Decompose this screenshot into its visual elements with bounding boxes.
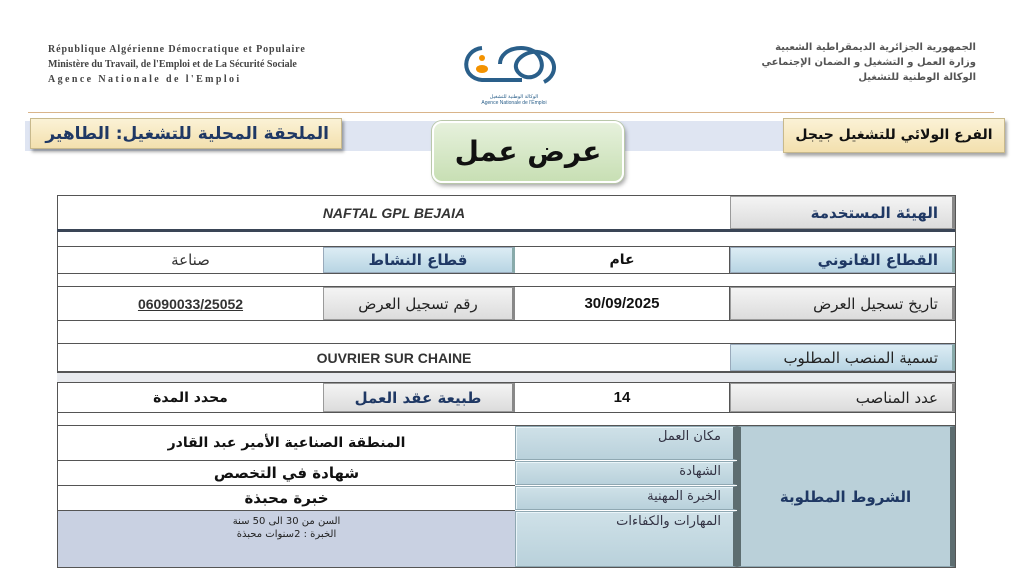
row-divider xyxy=(57,229,955,232)
header-ar-line-3: الوكالة الوطنية للتشغيل xyxy=(858,72,976,83)
header-fr-line-3: Agence Nationale de l'Emploi xyxy=(48,74,242,85)
header-ar-line-2: وزارة العمل و التشغيل و الضمان الإجتماعي xyxy=(761,57,976,68)
experience-value: خبرة محبذة xyxy=(244,489,329,507)
activity-sector-label: قطاع النشاط xyxy=(323,247,515,273)
row-divider xyxy=(57,320,955,321)
logo-caption-fr: Agence Nationale de l'Emploi xyxy=(481,100,547,106)
row-divider xyxy=(57,412,955,413)
skills-line-2: الخبرة : 2سنوات محبذة xyxy=(236,529,337,540)
positions-label: عدد المناصب xyxy=(730,383,955,412)
anem-logo xyxy=(452,38,576,108)
header-french xyxy=(48,42,306,87)
workplace-label: مكان العمل xyxy=(515,426,737,460)
header-fr-line-1: République Algérienne Démocratique et Populaire xyxy=(48,44,306,55)
legal-sector-label: القطاع القانوني xyxy=(730,247,955,273)
table-right-border xyxy=(955,195,956,568)
employer-value: NAFTAL GPL BEJAIA xyxy=(322,204,466,221)
table-bottom-border xyxy=(57,567,956,568)
legal-sector-value: عام xyxy=(515,247,730,273)
logo-caption-ar: الوكالة الوطنية للتشغيل xyxy=(489,94,539,100)
header-arabic xyxy=(596,40,976,85)
local-agency-box: الملحقة المحلية للتشغيل: الطاهير xyxy=(30,118,342,149)
reg-number-label: رقم تسجيل العرض xyxy=(323,287,515,320)
skills-value xyxy=(58,511,515,567)
header-fr-line-2: Ministère du Travail, de l'Emploi et de La Sécurité Sociale xyxy=(48,59,297,70)
contract-value: محدد المدة xyxy=(153,389,228,406)
page-title: عرض عمل xyxy=(432,121,624,183)
reg-number-value: 06090033/25052 xyxy=(137,295,244,312)
row-spacer xyxy=(57,373,955,382)
reg-date-label: تاريخ تسجيل العرض xyxy=(730,287,955,320)
activity-sector-value: صناعة xyxy=(171,251,210,269)
branch-box: الفرع الولائي للتشغيل جيجل xyxy=(783,118,1005,153)
skills-line-1: السن من 30 الى 50 سنة xyxy=(232,516,341,527)
header-ar-line-1: الجمهورية الجزائرية الديمقراطية الشعبية xyxy=(775,42,976,53)
workplace-value: المنطقة الصناعية الأمير عبد القادر xyxy=(167,435,406,451)
post-title-value: OUVRIER SUR CHAINE xyxy=(316,349,472,366)
header-divider xyxy=(28,112,994,113)
reg-date-value: 30/09/2025 xyxy=(515,287,730,320)
employer-label: الهيئة المستخدمة xyxy=(730,196,955,229)
positions-value: 14 xyxy=(515,383,730,412)
diploma-value: شهادة في التخصص xyxy=(213,464,360,482)
anem-logo-icon xyxy=(452,38,576,90)
conditions-label: الشروط المطلوبة xyxy=(737,426,955,567)
row-divider xyxy=(57,273,955,274)
experience-label: الخبرة المهنية xyxy=(515,486,737,510)
post-title-label: تسمية المنصب المطلوب xyxy=(730,344,955,371)
diploma-label: الشهادة xyxy=(515,461,737,485)
skills-label: المهارات والكفاءات xyxy=(515,511,737,567)
contract-label: طبيعة عقد العمل xyxy=(323,383,515,412)
